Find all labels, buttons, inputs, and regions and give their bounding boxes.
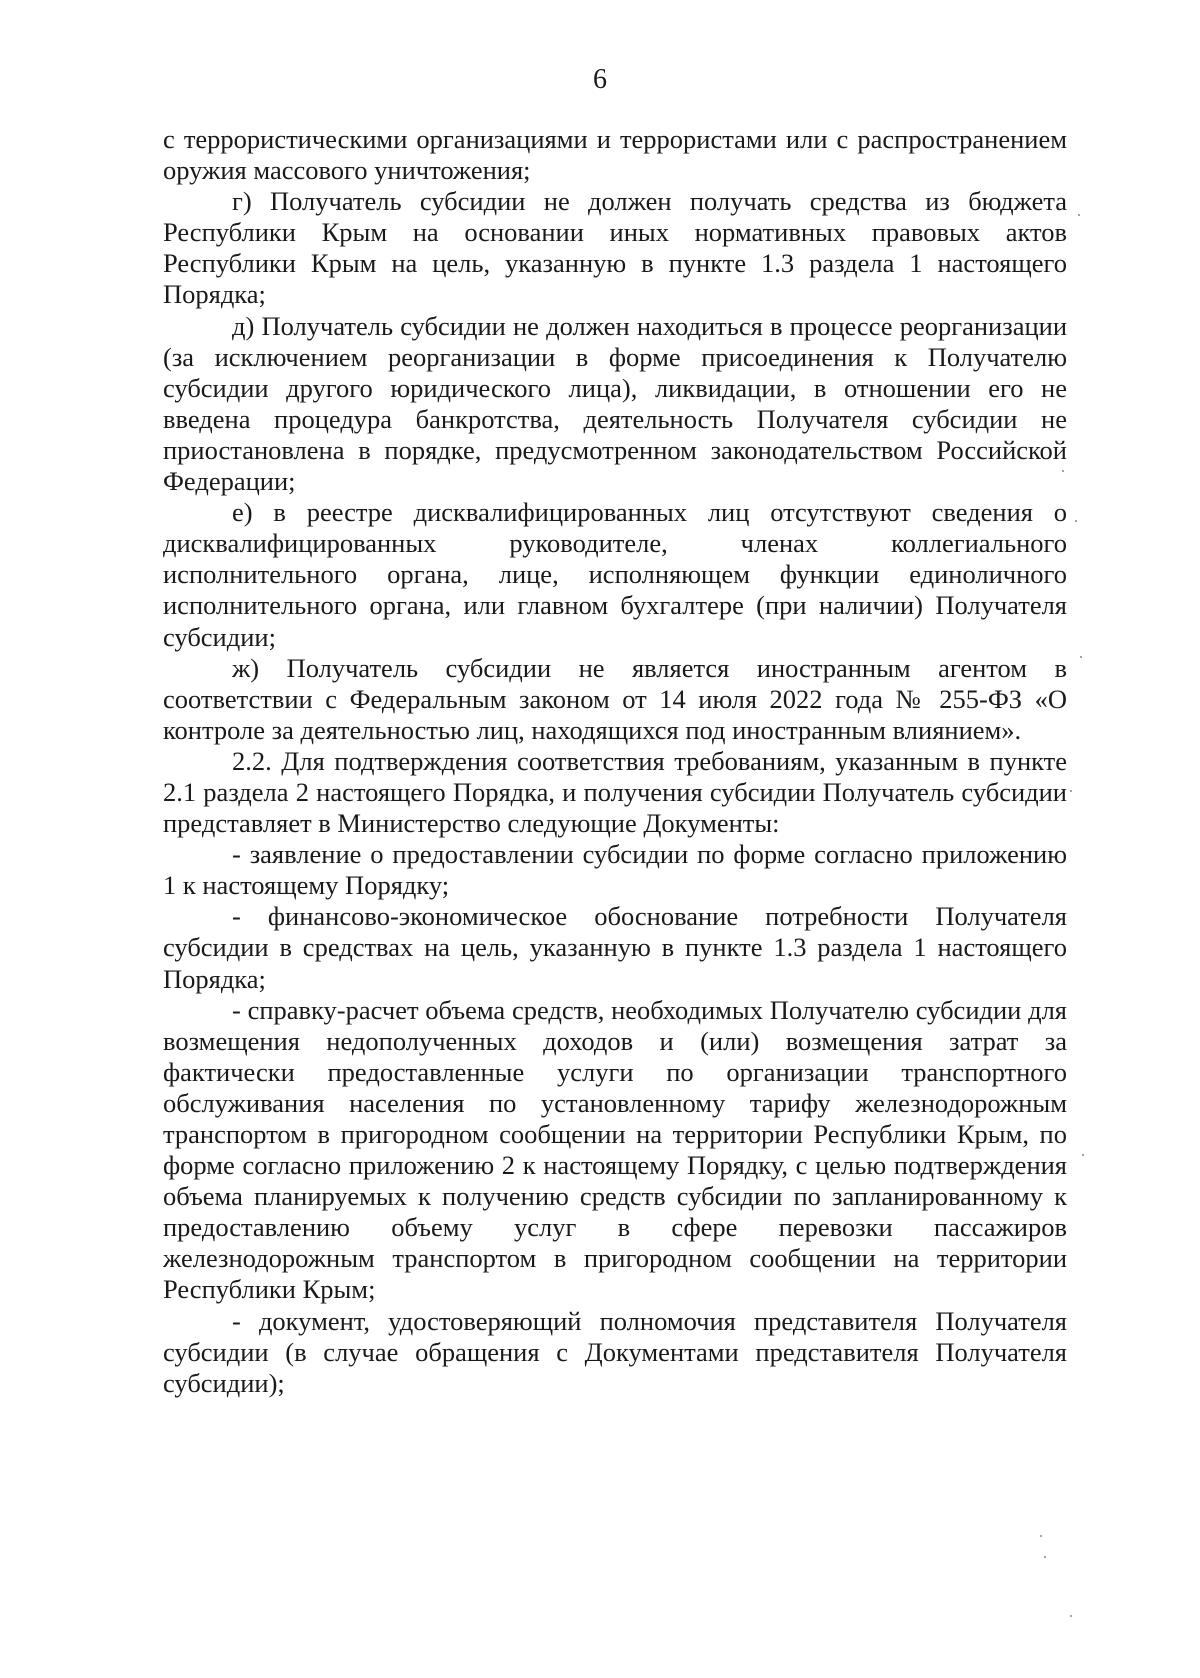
paragraph-item-e: е) в реестре дисквалифицированных лиц отсутствуют сведения о дисквалифицированных руководителе, членах коллегиального исполнительного органа, лице, исполняющем функции единоличного исполнительного органа, или главном бухгалтере (при наличии) Получателя субсидии;	[163, 497, 1067, 652]
scan-speck	[1080, 656, 1082, 658]
scan-speck	[1082, 1154, 1084, 1156]
scan-speck	[1062, 470, 1064, 472]
list-item-calculation: - справку-расчет объема средств, необходимых Получателю субсидии для возмещения недополученных доходов и (или) возмещения затрат за фактически предоставленные услуги по организации транспортного обслуживания населения по установленному тарифу железнодорожным транспортом в пригородном сообщении на территории Республики Крым, по форме согласно приложению 2 к настоящему Порядку, с целью подтверждения объема планируемых к получению средств субсидии по запланированному к предоставлению объему услуг в сфере перевозки пассажиров железнодорожным транспортом в пригородном сообщении на территории Республики Крым;	[163, 994, 1067, 1305]
scan-speck	[1070, 1615, 1072, 1617]
list-item-justification: - финансово-экономическое обоснование потребности Получателя субсидии в средствах на цель, указанную в пункте 1.3 раздела 1 настоящего Порядка;	[163, 901, 1067, 994]
paragraph-continuation: с террористическими организациями и террористами или с распространением оружия массового уничтожения;	[163, 124, 1067, 186]
paragraph-item-zh: ж) Получатель субсидии не является иностранным агентом в соответствии с Федеральным законом от 14 июля 2022 года № 255-ФЗ «О контроле за деятельностью лиц, находящихся под иностранным влиянием».	[163, 652, 1067, 745]
page-number: 6	[593, 64, 607, 95]
scan-speck	[1075, 520, 1077, 522]
scan-speck	[1040, 1535, 1042, 1537]
paragraph-section-2-2: 2.2. Для подтверждения соответствия требованиям, указанным в пункте 2.1 раздела 2 настоящего Порядка, и получения субсидии Получатель субсидии представляет в Министерство следующие Документы:	[163, 745, 1067, 839]
document-body	[163, 124, 1067, 1399]
scan-speck	[1070, 790, 1072, 792]
scan-speck	[1044, 1556, 1046, 1558]
paragraph-item-g: г) Получатель субсидии не должен получать средства из бюджета Республики Крым на основании иных нормативных правовых актов Республики Крым на цель, указанную в пункте 1.3 раздела 1 настоящего Порядка;	[163, 186, 1067, 310]
scan-speck	[1078, 214, 1080, 216]
list-item-authority-document: - документ, удостоверяющий полномочия представителя Получателя субсидии (в случае обращения с Документами представителя Получателя субсидии);	[163, 1305, 1067, 1398]
paragraph-item-d: д) Получатель субсидии не должен находиться в процессе реорганизации (за исключением реорганизации в форме присоединения к Получателю субсидии другого юридического лица), ликвидации, в отношении его не введена процедура банкротства, деятельность Получателя субсидии не приостановлена в порядке, предусмотренном законодательством Российской Федерации;	[163, 310, 1067, 497]
list-item-application: - заявление о предоставлении субсидии по форме согласно приложению 1 к настоящему Порядку;	[163, 839, 1067, 901]
